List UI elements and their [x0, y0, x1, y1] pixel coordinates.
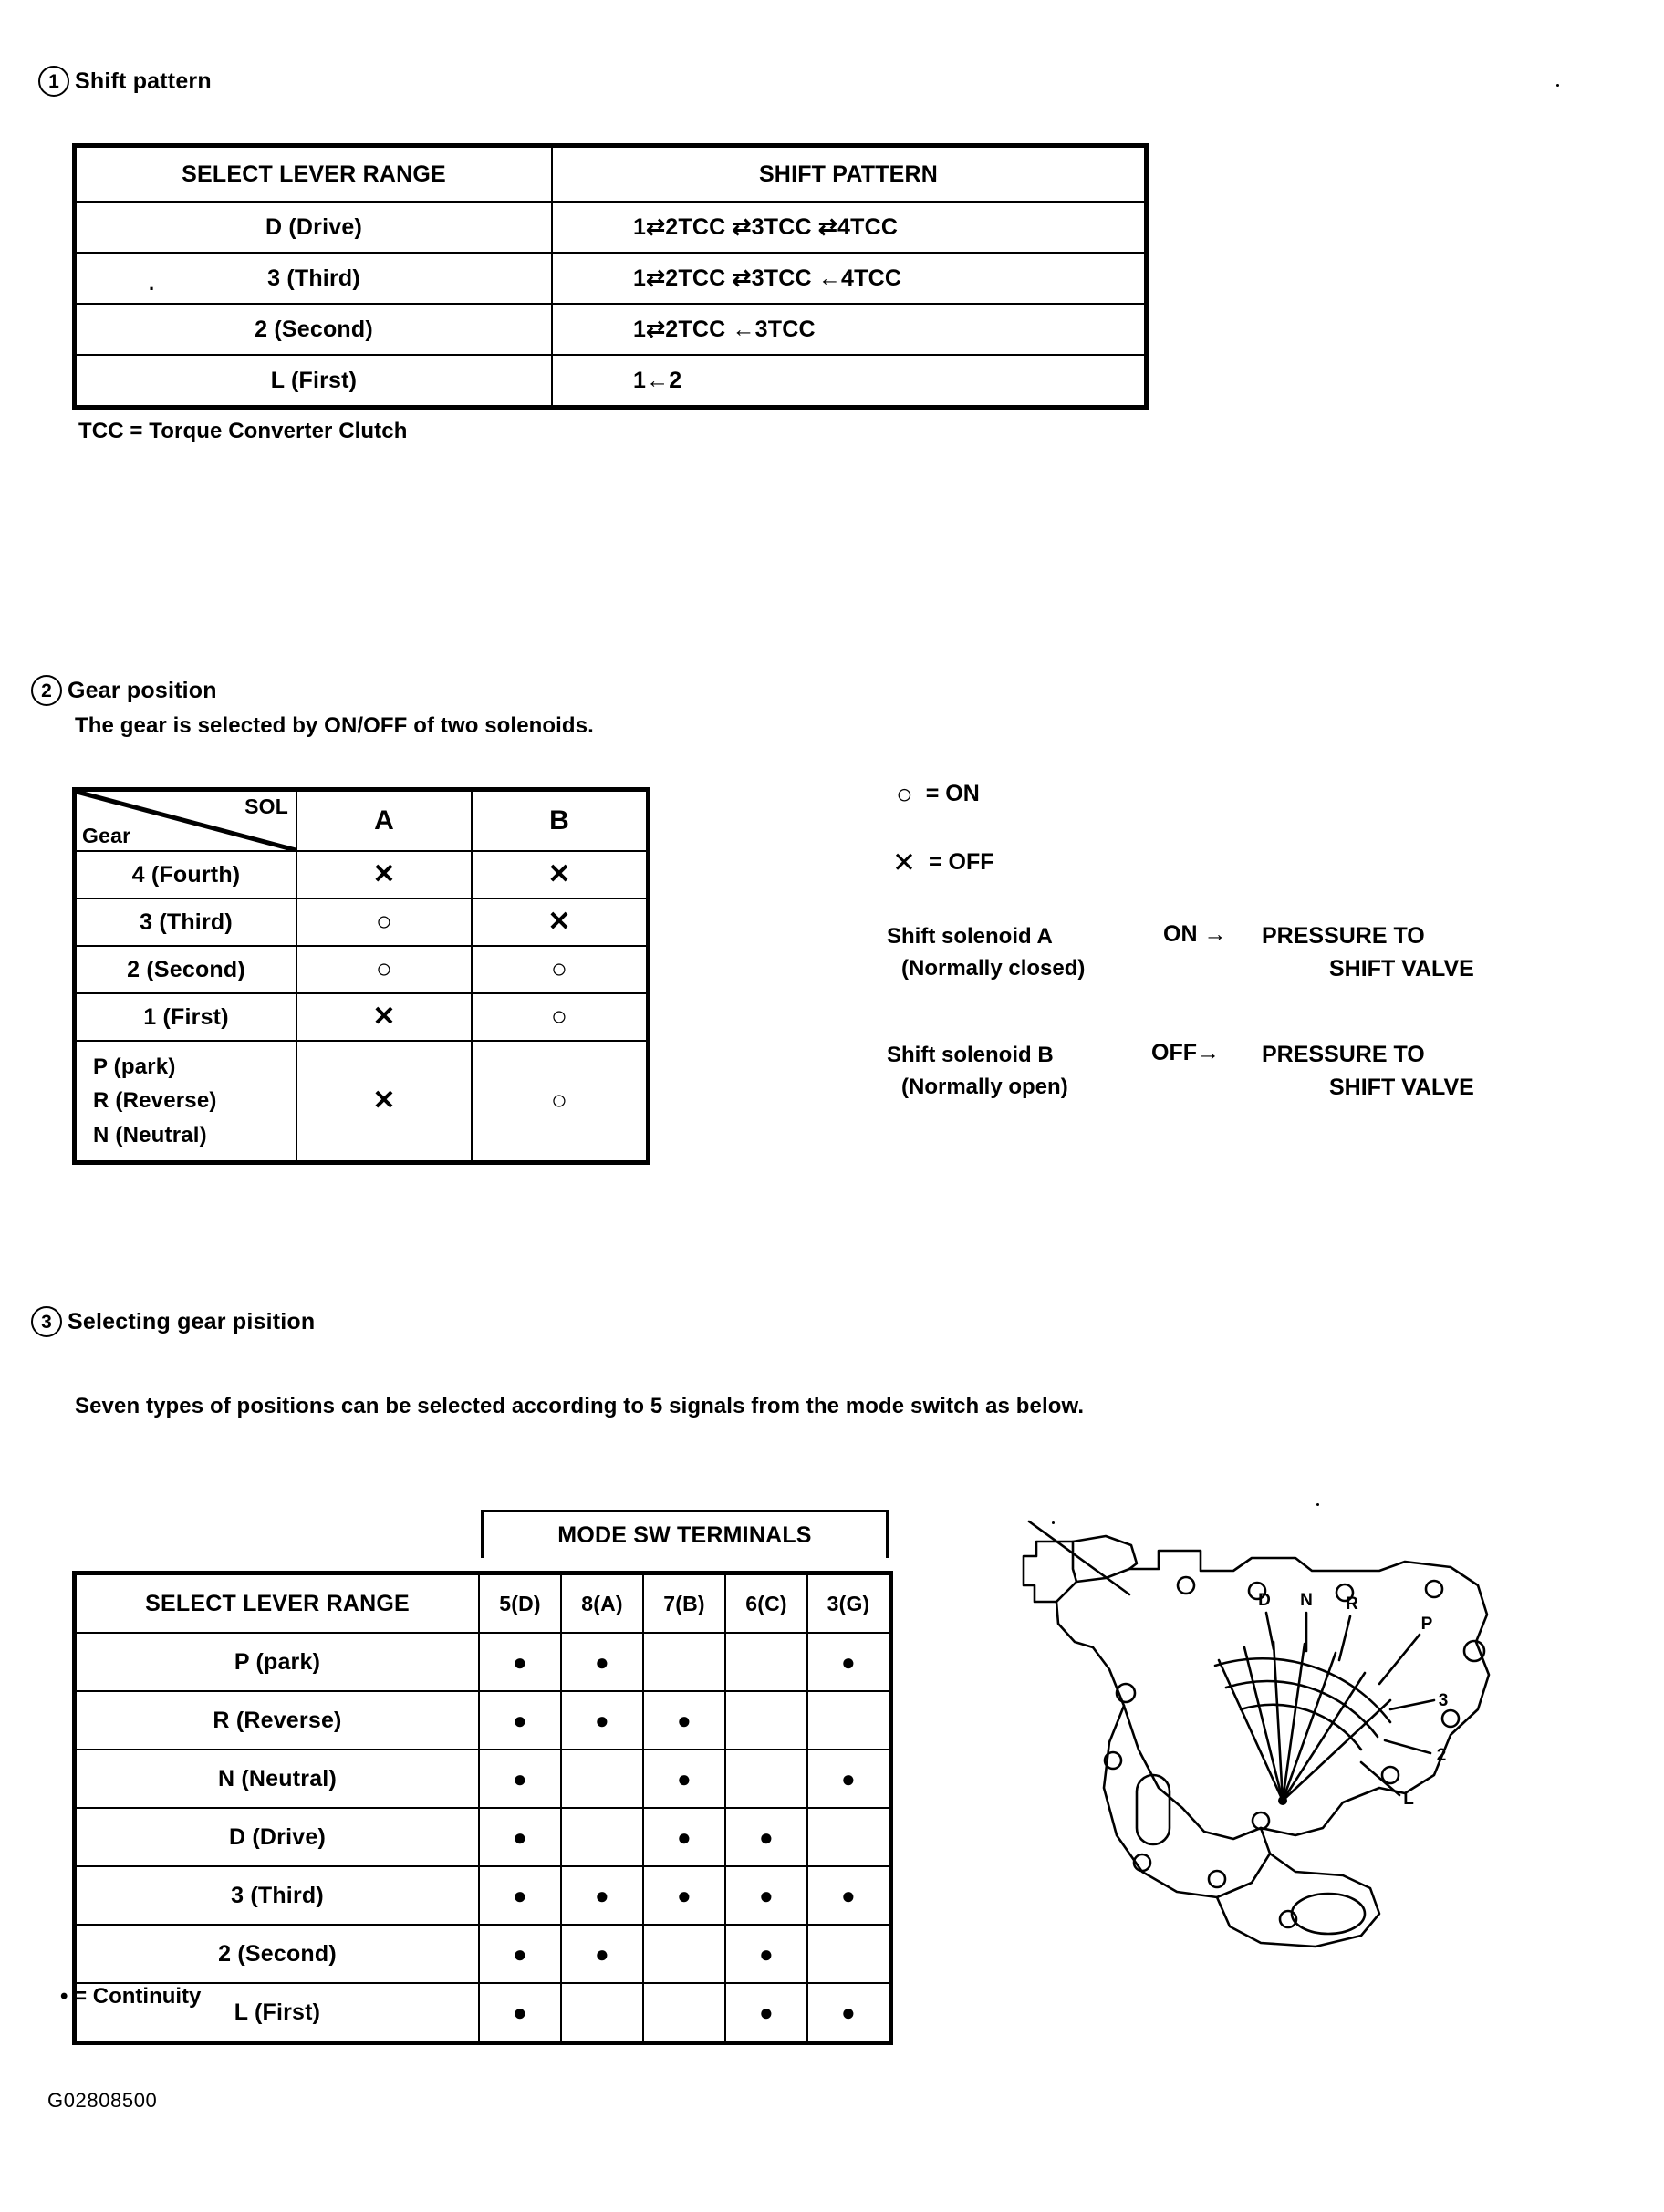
cell-solenoid-b-state: ○: [472, 946, 647, 993]
scan-speck: [1316, 1503, 1319, 1506]
cell-continuity-dot: ●: [643, 1808, 725, 1866]
valve-body-outline: [1056, 1551, 1489, 1839]
bolt-hole: [1209, 1871, 1225, 1887]
valve-body-lower-outline: [1104, 1706, 1270, 1897]
cell-no-continuity: [725, 1750, 807, 1808]
cell-continuity-dot: ●: [479, 1925, 561, 1983]
col-header-solenoid-a: A: [296, 791, 472, 851]
bolt-hole: [1426, 1581, 1442, 1597]
bolt-hole: [1382, 1767, 1399, 1783]
cell-continuity-dot: ●: [561, 1633, 643, 1691]
position-label-l: L: [1403, 1790, 1414, 1809]
manual-valve-body-illustration: [1022, 1514, 1596, 2061]
cell-gear: 2 (Second): [76, 946, 296, 993]
corner-label-gear: Gear: [82, 824, 131, 847]
section-1-number: 1: [38, 66, 69, 97]
bolt-hole: [1442, 1710, 1459, 1727]
tcc-footnote: TCC = Torque Converter Clutch: [78, 419, 408, 443]
cell-continuity-dot: ●: [807, 1866, 889, 1925]
oval-slot: [1137, 1775, 1170, 1844]
section-2-title: Gear position: [68, 677, 217, 703]
solenoid-a-condition: (Normally closed): [901, 955, 1086, 981]
label-leader-group: [1266, 1613, 1434, 1795]
cell-solenoid-a-state: ✕: [296, 1041, 472, 1161]
prn-line-list: [77, 1050, 296, 1152]
solenoid-b-state-arrow: OFF→: [1151, 1040, 1220, 1065]
section-3-title: Selecting gear pisition: [68, 1308, 316, 1334]
col-header-terminal-7b: 7(B): [643, 1574, 725, 1633]
cell-continuity-dot: ●: [725, 1925, 807, 1983]
table-row: [76, 898, 647, 946]
bolt-hole: [1178, 1577, 1194, 1594]
cell-range: R (Reverse): [76, 1691, 479, 1750]
cell-continuity-dot: ●: [807, 1633, 889, 1691]
cell-gear: 4 (Fourth): [76, 851, 296, 898]
solenoid-b-name: Shift solenoid B: [887, 1043, 1054, 1067]
lever-rod-line: [1029, 1521, 1129, 1594]
circle-icon: ○: [896, 778, 913, 810]
legend-off-label: = OFF: [928, 849, 994, 875]
detent-pivot-point: [1278, 1796, 1287, 1805]
section-3-number: 3: [31, 1306, 62, 1337]
cell-no-continuity: [561, 1750, 643, 1808]
prn-line: P (park): [93, 1054, 176, 1080]
position-label-2: 2: [1436, 1746, 1447, 1765]
cell-range: 2 (Second): [76, 1925, 479, 1983]
cell-solenoid-a-state: ✕: [296, 851, 472, 898]
section-1-title: Shift pattern: [75, 68, 212, 94]
cell-continuity-dot: ●: [725, 1983, 807, 2041]
table-row: [76, 1750, 889, 1808]
cell-gear-prn-group: [76, 1041, 296, 1161]
table-row: [76, 851, 647, 898]
prn-line: R (Reverse): [93, 1088, 217, 1114]
position-label-3: 3: [1438, 1691, 1449, 1710]
col-header-select-lever-range: SELECT LEVER RANGE: [76, 1574, 479, 1633]
connector-neck-outline: [1073, 1536, 1137, 1569]
cell-no-continuity: [725, 1633, 807, 1691]
cell-range: 3 (Third): [76, 253, 552, 304]
cell-no-continuity: [807, 1808, 889, 1866]
cross-icon: ✕: [892, 846, 916, 878]
cell-range: L (First): [76, 355, 552, 406]
cell-continuity-dot: ●: [643, 1750, 725, 1808]
cell-continuity-dot: ●: [561, 1925, 643, 1983]
cell-no-continuity: [725, 1691, 807, 1750]
cell-continuity-dot: ●: [807, 1750, 889, 1808]
cell-no-continuity: [643, 1925, 725, 1983]
table-row: [76, 993, 647, 1041]
solenoid-b-condition: (Normally open): [901, 1074, 1068, 1099]
col-header-terminal-3g: 3(G): [807, 1574, 889, 1633]
cell-pattern: 1⇄2TCC ⇄3TCC ←4TCC: [552, 253, 1145, 304]
corner-label-sol: SOL: [244, 794, 288, 818]
table-header-row: [76, 791, 647, 851]
cell-continuity-dot: ●: [561, 1691, 643, 1750]
tail-oval-slot: [1292, 1894, 1365, 1934]
table-row: [76, 1808, 889, 1866]
table-header-row: [76, 1574, 889, 1633]
scan-speck: [1556, 84, 1559, 87]
section-2-subtitle: The gear is selected by ON/OFF of two solenoids.: [75, 713, 594, 738]
cell-pattern: 1⇄2TCC ←3TCC: [552, 304, 1145, 355]
position-label-d: D: [1258, 1591, 1271, 1610]
cell-continuity-dot: ●: [807, 1983, 889, 2041]
solenoid-a-block: [887, 921, 1085, 985]
cell-solenoid-a-state: ○: [296, 946, 472, 993]
col-header-terminal-6c: 6(C): [725, 1574, 807, 1633]
cell-range: L (First): [76, 1983, 479, 2041]
corner-header-cell: [76, 791, 296, 851]
bolt-hole: [1253, 1812, 1269, 1829]
cell-range: P (park): [76, 1633, 479, 1691]
table-header-row: [76, 147, 1145, 202]
col-header-solenoid-b: B: [472, 791, 647, 851]
cell-no-continuity: [643, 1983, 725, 2041]
cell-continuity-dot: ●: [479, 1633, 561, 1691]
table-row: [76, 1925, 889, 1983]
cell-no-continuity: [561, 1983, 643, 2041]
cell-solenoid-b-state: ○: [472, 1041, 647, 1161]
legend-on: [896, 780, 980, 808]
table-row: [76, 1866, 889, 1925]
bolt-hole: [1464, 1641, 1484, 1661]
section-2-heading: [31, 675, 217, 706]
table-row: [76, 946, 647, 993]
position-label-p: P: [1420, 1615, 1433, 1634]
cell-continuity-dot: ●: [479, 1808, 561, 1866]
cell-continuity-dot: ●: [725, 1866, 807, 1925]
cell-continuity-dot: ●: [479, 1866, 561, 1925]
cell-no-continuity: [807, 1925, 889, 1983]
gear-position-table: [75, 790, 648, 1162]
solenoid-b-result-line2: SHIFT VALVE: [1329, 1075, 1474, 1101]
section-1-heading: [38, 66, 212, 97]
section-3-heading: [31, 1306, 315, 1337]
cell-pattern: 1⇄2TCC ⇄3TCC ⇄4TCC: [552, 202, 1145, 253]
legend-off: [892, 848, 994, 877]
cell-continuity-dot: ●: [725, 1808, 807, 1866]
continuity-footnote: • = Continuity: [60, 1984, 202, 2009]
cell-pattern: 1←2: [552, 355, 1145, 406]
col-header-terminal-8a: 8(A): [561, 1574, 643, 1633]
col-header-shift-pattern: SHIFT PATTERN: [552, 147, 1145, 202]
cell-solenoid-b-state: ✕: [472, 851, 647, 898]
table-row: [76, 1633, 889, 1691]
cell-solenoid-a-state: ○: [296, 898, 472, 946]
cell-gear: 1 (First): [76, 993, 296, 1041]
cell-continuity-dot: ●: [479, 1750, 561, 1808]
cell-range: N (Neutral): [76, 1750, 479, 1808]
position-label-r: R: [1346, 1594, 1358, 1614]
scan-speck: [1052, 1521, 1055, 1524]
solenoid-b-result-line1: PRESSURE TO: [1262, 1042, 1425, 1067]
col-header-select-lever-range: SELECT LEVER RANGE: [76, 147, 552, 202]
table-row: [76, 304, 1145, 355]
section-3-subtitle: Seven types of positions can be selected according to 5 signals from the mode switch as below.: [75, 1394, 1085, 1418]
table-row: [76, 1691, 889, 1750]
solenoid-a-state-arrow: ON →: [1163, 921, 1227, 947]
mode-sw-table-body: [76, 1633, 889, 2041]
cell-solenoid-b-state: ○: [472, 993, 647, 1041]
cell-range: 2 (Second): [76, 304, 552, 355]
cell-continuity-dot: ●: [479, 1983, 561, 2041]
solenoid-a-result: [1262, 919, 1474, 986]
prn-line: N (Neutral): [93, 1122, 207, 1148]
cell-gear: 3 (Third): [76, 898, 296, 946]
solenoid-b-block: [887, 1040, 1068, 1104]
solenoid-a-name: Shift solenoid A: [887, 924, 1053, 949]
document-code: G02808500: [47, 2089, 158, 2112]
cell-continuity-dot: ●: [643, 1866, 725, 1925]
cell-no-continuity: [643, 1633, 725, 1691]
cell-range: D (Drive): [76, 1808, 479, 1866]
table-row: [76, 253, 1145, 304]
table-row-prn: [76, 1041, 647, 1161]
cell-solenoid-b-state: ✕: [472, 898, 647, 946]
mode-sw-table: [75, 1573, 890, 2042]
table-row: [76, 355, 1145, 406]
cell-continuity-dot: ●: [561, 1866, 643, 1925]
scan-artifact-dot: .: [149, 272, 155, 295]
solenoid-a-result-line1: PRESSURE TO: [1262, 923, 1425, 949]
cell-continuity-dot: ●: [643, 1691, 725, 1750]
cell-continuity-dot: ●: [479, 1691, 561, 1750]
position-label-n: N: [1300, 1591, 1313, 1610]
solenoid-b-result: [1262, 1038, 1474, 1105]
table-row: [76, 202, 1145, 253]
shift-pattern-table: [75, 146, 1146, 407]
cell-range: 3 (Third): [76, 1866, 479, 1925]
mode-sw-group-header: MODE SW TERMINALS: [481, 1510, 889, 1558]
cell-solenoid-a-state: ✕: [296, 993, 472, 1041]
section-2-number: 2: [31, 675, 62, 706]
cell-no-continuity: [561, 1808, 643, 1866]
solenoid-a-result-line2: SHIFT VALVE: [1329, 956, 1474, 982]
col-header-terminal-5d: 5(D): [479, 1574, 561, 1633]
legend-on-label: = ON: [925, 781, 980, 806]
cell-range: D (Drive): [76, 202, 552, 253]
cell-no-continuity: [807, 1691, 889, 1750]
